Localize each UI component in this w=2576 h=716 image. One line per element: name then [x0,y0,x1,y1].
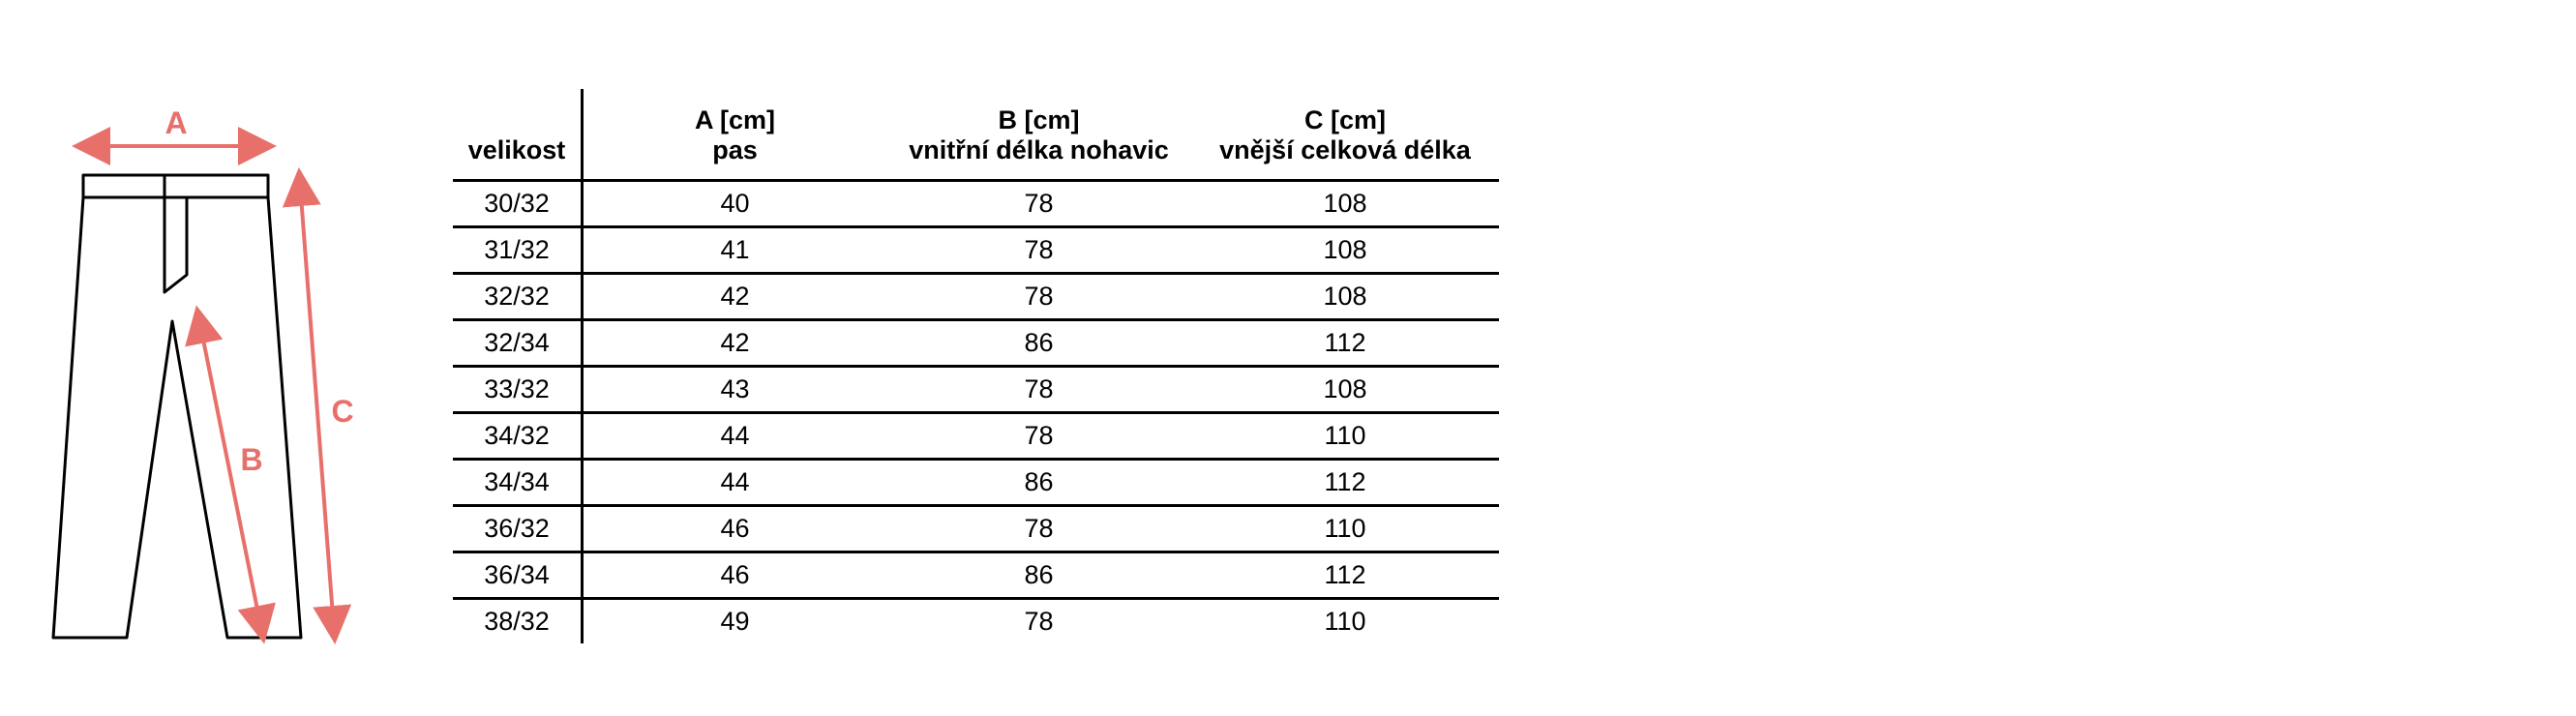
cell-size: 32/34 [453,320,583,367]
trousers-legs [53,197,301,638]
cell-c: 110 [1191,506,1499,552]
cell-a: 41 [583,227,887,274]
header-c-subtitle: vnější celková délka [1219,135,1471,164]
cell-a: 46 [583,552,887,599]
cell-c: 108 [1191,227,1499,274]
cell-b: 86 [886,460,1191,506]
cell-b: 86 [886,320,1191,367]
cell-size: 34/32 [453,413,583,460]
cell-b: 78 [886,506,1191,552]
arrow-c [300,183,334,629]
table-row [453,552,1499,599]
header-b-subtitle: vnitřní délka nohavic [909,135,1169,164]
cell-b: 78 [886,274,1191,320]
header-b [886,89,1191,181]
cell-a: 46 [583,506,887,552]
cell-c: 108 [1191,274,1499,320]
cell-a: 44 [583,460,887,506]
table-row [453,367,1499,413]
cell-c: 110 [1324,607,1366,636]
trousers-outline [53,175,301,638]
label-b: B [240,442,263,477]
cell-b: 78 [886,181,1191,227]
header-b-title: B [cm] [998,105,1080,134]
cell-a: 40 [583,181,887,227]
cell-size: 36/34 [453,552,583,599]
cell-c: 108 [1191,367,1499,413]
table-row [453,413,1499,460]
cell-c: 112 [1191,552,1499,599]
header-c [1191,89,1499,181]
cell-c: 112 [1191,460,1499,506]
trousers-diagram [0,0,426,716]
cell-c: 110 [1191,413,1499,460]
cell-b: 78 [886,227,1191,274]
cell-size: 30/32 [453,181,583,227]
cell-b: 86 [886,552,1191,599]
cell-a: 44 [583,413,887,460]
cell-size: 36/32 [453,506,583,552]
cell-b: 78 [886,367,1191,413]
cell-size: 32/32 [453,274,583,320]
table-header-row [453,89,1499,181]
cell-size: 31/32 [453,227,583,274]
header-size [453,89,583,181]
cell-a: 42 [583,320,887,367]
cell-size: 38/32 [453,599,583,644]
size-table [453,89,1499,643]
cell-b: 78 [886,413,1191,460]
label-c: C [331,394,354,429]
table-row [453,460,1499,506]
header-a-subtitle: pas [712,135,758,164]
header-a-title: A [cm] [694,105,775,134]
header-a [583,89,887,181]
cell-size: 33/32 [453,367,583,413]
table-row [453,599,1499,644]
cell-b: 78 [1024,607,1054,636]
table-row [453,227,1499,274]
cell-c: 112 [1191,320,1499,367]
header-c-title: C [cm] [1303,105,1386,134]
table-row [453,274,1499,320]
header-size-label: velikost [467,135,566,164]
table-row [453,181,1499,227]
cell-c: 108 [1191,181,1499,227]
cell-a: 43 [583,367,887,413]
cell-a: 42 [583,274,887,320]
table-row [453,506,1499,552]
cell-size: 34/34 [453,460,583,506]
table-row [453,320,1499,367]
label-a: A [165,105,188,140]
cell-a: 49 [720,607,750,636]
waistband [83,175,268,197]
